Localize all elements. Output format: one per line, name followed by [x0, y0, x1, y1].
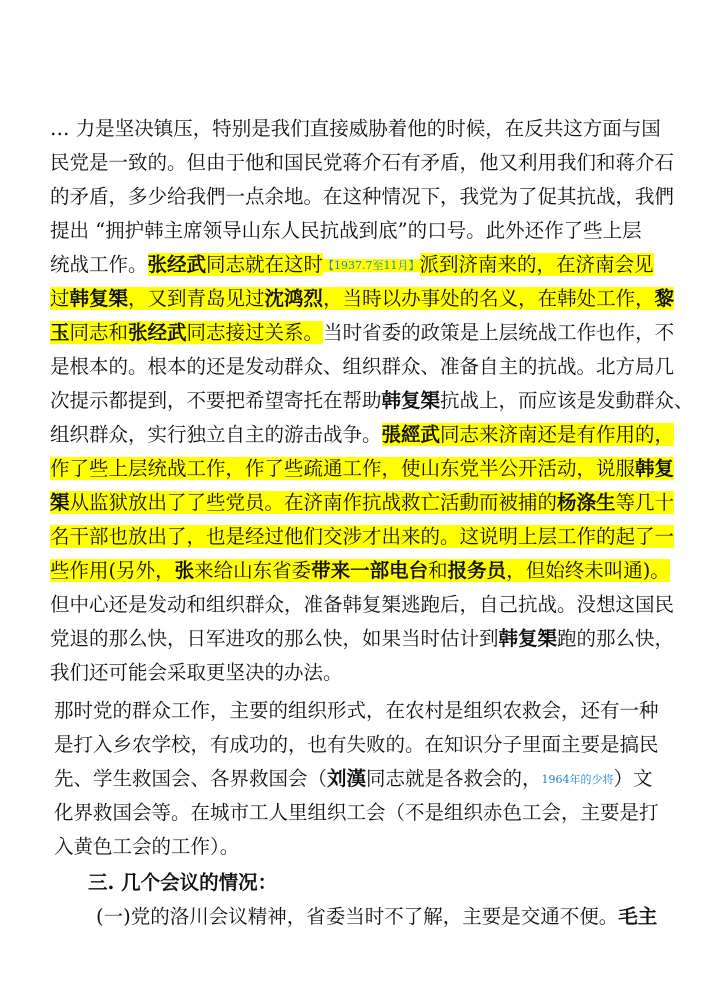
- text-segment: 组织群众，实行独立自主的游击战争。: [50, 423, 382, 446]
- text-line: [50, 486, 674, 520]
- text-line: [50, 248, 654, 282]
- text-segment: 同志接过关系。: [186, 321, 324, 344]
- text-segment: 次提示都提到，不要把希望寄托在帮助: [50, 389, 382, 412]
- text-segment: ，但始终未叫通)。: [506, 559, 670, 582]
- text-line: [50, 452, 674, 486]
- annotation-note: 1964年的少将: [541, 773, 614, 786]
- text-line: [50, 180, 674, 214]
- text-segment: 些作用(另外，: [50, 559, 175, 582]
- emphasized-text: 张经武: [147, 253, 207, 276]
- emphasized-text: 沈鸿烈: [264, 287, 324, 310]
- text-segment: 统战工作。: [50, 253, 148, 276]
- text-segment: … 力是坚决镇压，特别是我们直接威胁着他的时候，在反共这方面与国: [50, 117, 661, 140]
- text-segment: 化界救国会等。在城市工人里组织工会（不是组织赤色工会，主要是打: [54, 801, 659, 824]
- text-segment: ，又到青岛见过: [128, 287, 265, 310]
- emphasized-text: 韩复榘: [69, 287, 129, 310]
- emphasized-text: 带来一部电台: [311, 559, 429, 582]
- text-line: [50, 622, 674, 656]
- text-segment: 是根本的。根本的还是发动群众、组织群众、准备自主的抗战。北方局几: [50, 355, 675, 378]
- emphasized-text: 韩复: [635, 457, 675, 480]
- emphasized-text: 毛主: [618, 905, 658, 928]
- annotation-note: 【1937.7至11月】: [323, 259, 420, 272]
- text-segment: 同志来济南还是有作用的，: [440, 423, 675, 446]
- text-segment: 派到济南来的，在济南会见: [419, 253, 654, 276]
- emphasized-text: 韩复榘: [381, 389, 441, 412]
- text-line: [50, 350, 674, 384]
- text-line: [50, 656, 343, 690]
- emphasized-text: 三. 几个会议的情况：: [88, 871, 278, 894]
- text-segment: ，当時以办事处的名义，在韩处工作，: [323, 287, 655, 310]
- emphasized-text: 报务员: [447, 559, 507, 582]
- emphasized-text: 玉: [50, 321, 70, 344]
- text-segment: 抗战上，而应该是发動群众、: [440, 389, 694, 412]
- text-segment: 同志就是各救会的，: [366, 767, 542, 790]
- text-segment: 当时省委的政策是上层统战工作也作，不: [323, 321, 675, 344]
- text-segment: 党退的那么快，日军进攻的那么快，如果当时估计到: [50, 627, 499, 650]
- text-segment: 民党是一致的。但由于他和国民党蒋介石有矛盾，他又利用我们和蒋介石: [50, 151, 675, 174]
- text-segment: 我们还可能会采取更坚决的办法。: [50, 661, 343, 684]
- text-line: [54, 728, 659, 762]
- emphasized-text: 杨涤生: [557, 491, 616, 514]
- text-line: [50, 588, 674, 622]
- text-line: [50, 520, 674, 554]
- text-line: [50, 384, 694, 418]
- text-segment: 作了些上层统战工作，作了些疏通工作，使山东党半公开活动，说服: [50, 457, 636, 480]
- text-segment: (一)党的洛川会议精神，省委当时不了解，主要是交通不便。: [96, 905, 619, 928]
- text-segment: 跑的那么快，: [557, 627, 675, 650]
- text-segment: 同志和: [69, 321, 129, 344]
- text-segment: 那时党的群众工作，主要的组织形式，在农村是组织农救会，还有一种: [54, 699, 659, 722]
- section-heading: [88, 866, 277, 900]
- text-line: [54, 762, 653, 796]
- text-line: [50, 146, 674, 180]
- text-line: [50, 316, 674, 350]
- text-segment: 入黄色工会的工作）。: [54, 835, 240, 858]
- text-segment: 从监狱放出了了些党员。在济南作抗战救亡活動而被捕的: [69, 491, 558, 514]
- text-line: [54, 830, 239, 864]
- text-line: [54, 694, 659, 728]
- emphasized-text: 刘漢: [327, 767, 367, 790]
- text-segment: 先、学生救国会、各界救国会（: [54, 767, 328, 790]
- text-segment: 来给山东省委: [194, 559, 312, 582]
- text-segment: 的矛盾，多少给我們一点余地。在这种情况下，我党为了促其抗战，我們: [50, 185, 675, 208]
- text-segment: 提出 “拥护韩主席领导山东人民抗战到底”的口号。此外还作了些上层: [50, 219, 642, 242]
- text-line: [50, 418, 674, 452]
- text-segment: 和: [428, 559, 448, 582]
- text-segment: 是打入乡农学校，有成功的，也有失败的。在知识分子里面主要是搞民: [54, 733, 659, 756]
- text-line: [50, 282, 674, 316]
- emphasized-text: 张: [174, 559, 195, 582]
- text-segment: 等几十: [615, 491, 675, 514]
- text-line: [54, 796, 659, 830]
- text-line: [96, 900, 657, 934]
- text-line: [50, 112, 661, 146]
- text-line: [50, 554, 670, 588]
- text-segment: 同志就在这时: [206, 253, 324, 276]
- text-segment: ）文: [613, 767, 653, 790]
- emphasized-text: 張經武: [381, 423, 441, 446]
- text-line: [50, 214, 642, 248]
- text-segment: 名干部也放出了，也是经过他们交涉才出来的。这说明上层工作的起了一: [50, 525, 675, 548]
- text-segment: 但中心还是发动和组织群众，准备韩复榘逃跑后，自己抗战。没想这国民: [50, 593, 675, 616]
- text-segment: 过: [50, 287, 70, 310]
- emphasized-text: 黎: [654, 287, 675, 310]
- emphasized-text: 张经武: [128, 321, 187, 344]
- emphasized-text: 榘: [50, 491, 70, 514]
- emphasized-text: 韩复榘: [498, 627, 558, 650]
